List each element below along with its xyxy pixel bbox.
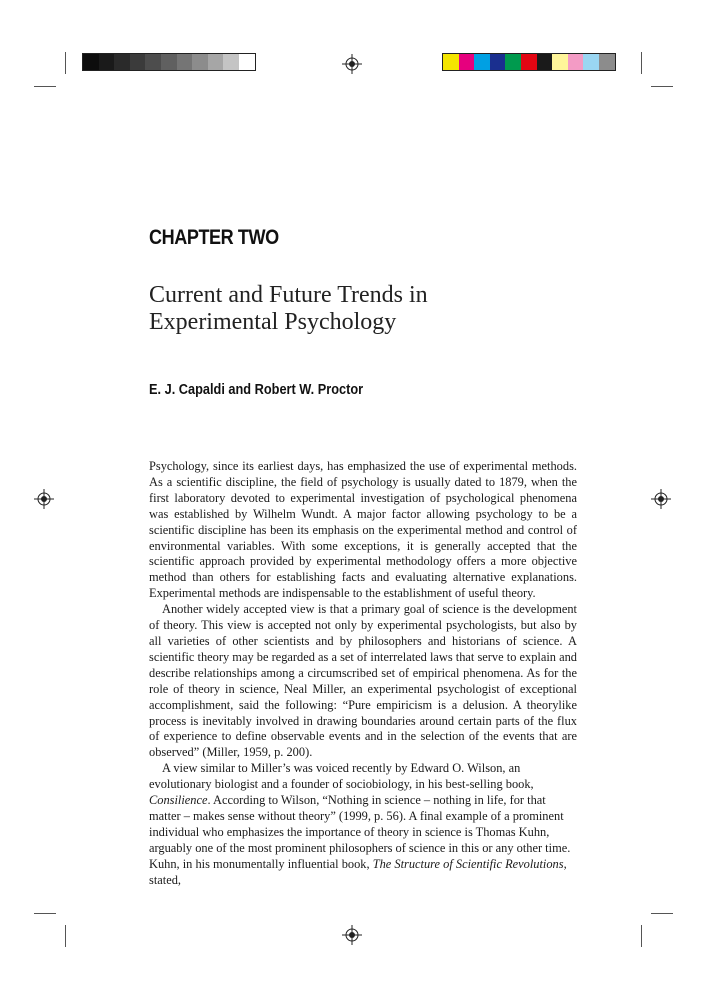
chapter-title-line-2: Experimental Psychology bbox=[149, 309, 397, 335]
calibration-swatch bbox=[521, 54, 537, 70]
color-calibration-strip bbox=[442, 53, 616, 71]
registration-mark-right-icon bbox=[651, 489, 671, 509]
calibration-swatch bbox=[161, 54, 177, 70]
calibration-swatch bbox=[177, 54, 193, 70]
calibration-swatch bbox=[505, 54, 521, 70]
paragraph-3-text: A view similar to Miller’s was voiced recently by Edward O. Wilson, an evolutionary biologist and a founder of sociobiology, in his best-selling book, bbox=[149, 761, 534, 792]
calibration-swatch bbox=[568, 54, 584, 70]
crop-mark bbox=[641, 52, 642, 74]
calibration-swatch bbox=[552, 54, 568, 70]
calibration-swatch bbox=[443, 54, 459, 70]
chapter-authors: E. J. Capaldi and Robert W. Proctor bbox=[149, 382, 364, 398]
calibration-swatch bbox=[145, 54, 161, 70]
crop-mark bbox=[641, 925, 642, 947]
calibration-swatch bbox=[583, 54, 599, 70]
calibration-swatch bbox=[599, 54, 615, 70]
body-paragraph-1: Psychology, since its earliest days, has emphasized the use of experimental methods. As a scientific discipline, the field of psychology is usually dated to 1879, when the first laboratory devoted to experimental investigation of psychological phenomena was established by Wilhelm Wundt. A major factor allowing psychology to be a scientific discipline has been its emphasis on the experimental method and control of environmental variables. With some exceptions, it is generally accepted that the scientific approach provided by experimental methodology offers a more objective method than others for establishing facts and evaluating alternative explanations. Experimental methods are indispensable to the establishment of useful theory. bbox=[149, 459, 577, 601]
calibration-swatch bbox=[537, 54, 553, 70]
calibration-swatch bbox=[208, 54, 224, 70]
calibration-swatch bbox=[192, 54, 208, 70]
calibration-swatch bbox=[490, 54, 506, 70]
registration-mark-bottom-icon bbox=[342, 925, 362, 945]
registration-mark-top-icon bbox=[342, 54, 362, 74]
calibration-swatch bbox=[114, 54, 130, 70]
crop-mark bbox=[65, 925, 66, 947]
chapter-title-line-1: Current and Future Trends in bbox=[149, 282, 428, 308]
crop-mark bbox=[651, 86, 673, 87]
body-paragraph-2: Another widely accepted view is that a primary goal of science is the development of theory. This view is accepted not only by experimental psychologists, but also by all varieties of other scientists and by philosophers and historians of science. A scientific theory may be regarded as a set of interrelated laws that serve to explain and describe relationships among a circumscribed set of empirical phenomena. As for the role of theory in science, Neal Miller, an experimental psychologist of exceptional accomplishment, said the following: “Pure empiricism is a delusion. A theorylike process is inevitably involved in drawing boundaries around certain parts of the flux of experience to define observable events and in the selection of the events that are observed” (Miller, 1959, p. 200). bbox=[149, 602, 577, 760]
book-title-consilience: Consilience bbox=[149, 793, 208, 808]
grayscale-calibration-strip bbox=[82, 53, 256, 71]
calibration-swatch bbox=[223, 54, 239, 70]
registration-mark-left-icon bbox=[34, 489, 54, 509]
chapter-body bbox=[149, 459, 577, 888]
crop-mark bbox=[651, 913, 673, 914]
paragraph-3-text-continued: . According to Wilson, “Nothing in science – nothing in life, for that matter – makes sense without theory” (1999, p. 56). A final example of a prominent individual who emphasizes the importance of theory in science is Thomas Kuhn, arguably one of the most prominent philosophers of science in this or any other time. Kuhn, in his monumentally influential book, bbox=[149, 793, 571, 871]
book-title-structure: The Structure of Scientific Revolutions bbox=[372, 856, 564, 871]
calibration-swatch bbox=[459, 54, 475, 70]
body-paragraph-3 bbox=[149, 761, 577, 888]
crop-mark bbox=[34, 86, 56, 87]
calibration-swatch bbox=[474, 54, 490, 70]
calibration-swatch bbox=[239, 54, 255, 70]
calibration-swatch bbox=[99, 54, 115, 70]
chapter-title bbox=[149, 282, 569, 336]
crop-mark bbox=[65, 52, 66, 74]
calibration-swatch bbox=[130, 54, 146, 70]
calibration-swatch bbox=[83, 54, 99, 70]
paragraph-3-end: , stated, bbox=[149, 856, 567, 887]
chapter-label: CHAPTER TWO bbox=[149, 226, 279, 249]
crop-mark bbox=[34, 913, 56, 914]
